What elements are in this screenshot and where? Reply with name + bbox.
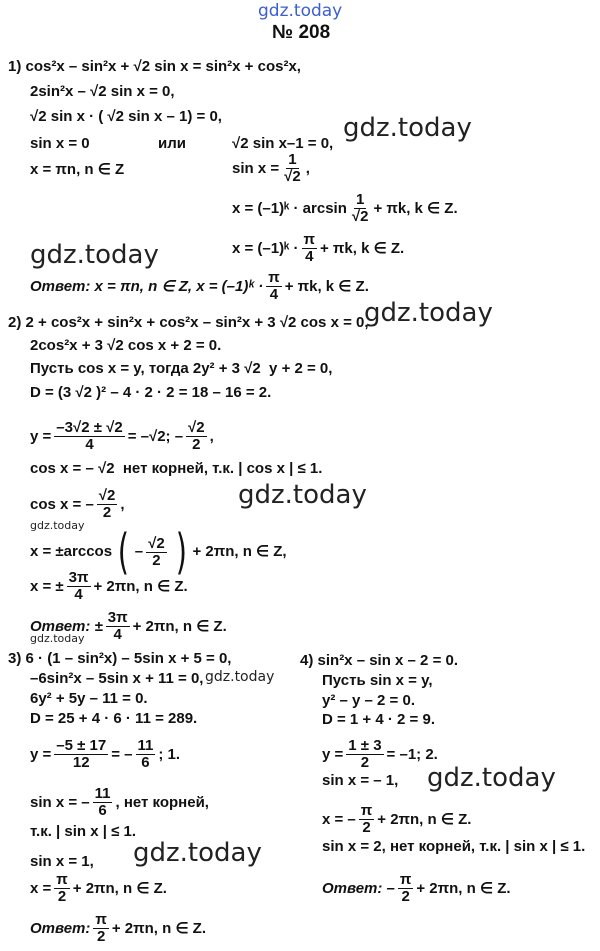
p1-text-7a: x = (–1)ᵏ · [232, 239, 299, 257]
p3-fraction-1: $\frac{-5 \pm 17}{12}$ [56, 737, 107, 771]
p1-number: 1) [8, 58, 22, 75]
p2-text-5a: y = [30, 427, 52, 445]
p3-line-4 [30, 710, 197, 728]
p2-text-9b: + 2πn, n ∈ Z. [93, 577, 188, 595]
p4-text-2: Пусть sin x = y, [322, 672, 433, 689]
p4-fraction-2: $\frac{\pi}{2}$ [360, 802, 373, 836]
p1-text-4c: √2 sin x–1 = 0, [232, 135, 334, 152]
p2-answer-text-b: + 2πn, n ∈ Z. [132, 617, 227, 635]
p2-fraction-2: $\frac{√2}{2}$ [188, 419, 205, 453]
p1-line-4b [158, 135, 186, 153]
watermark: gdz.today [30, 632, 85, 645]
p4-text-4: D = 1 + 4 · 2 = 9. [322, 711, 435, 728]
watermark: gdz.today [427, 763, 556, 793]
p2-fraction-6: $\frac{3\pi}{4}$ [107, 609, 128, 643]
p3-line-2 [30, 670, 203, 688]
p4-line-2 [322, 672, 433, 690]
p3-fraction-2: $\frac{11}{6}$ [137, 737, 154, 771]
p1-text-5b: sin x = [232, 159, 280, 177]
p1-line-5a [30, 161, 124, 179]
p3-text-6a: sin x = – [30, 793, 90, 811]
p4-text-5b: = –1; 2. [386, 745, 438, 763]
p3-line-1 [8, 650, 231, 668]
p2-line-2 [30, 337, 221, 355]
p2-fraction-5: $\frac{3\pi}{4}$ [68, 569, 89, 603]
exercise-title: № 208 [272, 22, 331, 43]
p3-text-9a: x = [30, 879, 52, 897]
p4-line-5 [322, 738, 438, 771]
watermark: gdz.today [30, 519, 85, 532]
p2-text-4: D = (3 √2 )² – 4 · 2 · 2 = 18 – 16 = 2. [30, 384, 272, 401]
p3-number: 3) [8, 650, 22, 667]
p3-text-9b: + 2πn, n ∈ Z. [72, 879, 167, 897]
p2-text-5b: = –√2; – [127, 427, 184, 445]
p2-line-8: x = ±arccos ( – $\frac{√2}{2}$ ) + 2πn, n ∈ Z, [30, 524, 287, 580]
p3-answer [30, 912, 206, 945]
p3-text-6b: , нет корней, [115, 793, 209, 811]
p2-fraction-1: $\frac{-3√2 \pm √2}{4}$ [56, 419, 123, 453]
watermark: gdz.today [364, 298, 493, 328]
p2-text-8b: + 2πn, n ∈ Z, [192, 543, 287, 560]
left-paren: ( [117, 524, 130, 580]
p4-text-7b: + 2πn, n ∈ Z. [377, 810, 472, 828]
p1-line-1 [8, 58, 301, 76]
watermark: gdz.today [205, 669, 275, 685]
watermark: gdz.today [343, 113, 472, 143]
p1-fraction-3: $\frac{\pi}{4}$ [303, 231, 315, 265]
p3-answer-text-b: + 2πn, n ∈ Z. [111, 919, 207, 937]
p4-text-7a: x = – [322, 810, 356, 828]
p3-line-9 [30, 872, 167, 905]
p3-line-6 [30, 786, 209, 819]
right-paren: ) [175, 524, 187, 580]
p2-line-1 [8, 314, 369, 332]
p4-number: 4) [300, 652, 314, 669]
p1-line-3 [30, 108, 222, 126]
p2-line-3 [30, 360, 332, 378]
p2-line-7: cos x = – $\frac{√2}{2}$ , [30, 487, 125, 521]
p2-line-5: y = $\frac{-3√2 \pm √2}{4}$ = –√2; – $\frac{√2}{2}$ , [30, 419, 214, 453]
p4-line-8 [322, 838, 585, 856]
p1-line-2 [30, 83, 175, 101]
p4-line-1 [300, 652, 458, 670]
p4-text-5a: y = [322, 745, 344, 763]
p2-text-6: cos x = – √2 нет корней, т.к. | cos x | ≤ 1. [30, 460, 323, 477]
p1-text-2: 2sin²x – √2 sin x = 0, [30, 83, 175, 100]
p1-text-4b: или [158, 135, 186, 152]
p1-text-7b: + πk, k ∈ Z. [320, 239, 405, 257]
p3-text-1: 6 · (1 – sin²x) – 5sin x + 5 = 0, [25, 650, 232, 667]
p4-fraction-1: $\frac{1 \pm 3}{2}$ [348, 737, 382, 771]
p2-text-2: 2cos²x + 3 √2 cos x + 2 = 0. [30, 337, 222, 354]
p1-line-6 [232, 192, 458, 225]
watermark: gdz.today [30, 240, 159, 270]
watermark: gdz.today [238, 480, 367, 510]
p4-text-6: sin x = – 1, [322, 772, 399, 789]
p3-fraction-5: $\frac{\pi}{2}$ [95, 911, 107, 945]
p4-text-8: sin x = 2, нет корней, т.к. | sin x | ≤ 1. [322, 838, 586, 855]
p1-text-6b: + πk, k ∈ Z. [373, 199, 458, 217]
p1-fraction-2: $\frac{1}{√2}$ [351, 191, 369, 225]
p4-fraction-3: $\frac{\pi}{2}$ [399, 871, 412, 905]
p1-fraction-1: $\frac{1}{√2}$ [284, 151, 301, 185]
p3-text-5b: = – [111, 745, 133, 763]
site-header-link[interactable]: gdz.today [258, 1, 343, 21]
p4-line-7 [322, 803, 471, 836]
p4-answer-text-a: Ответ: – [322, 879, 395, 897]
p4-answer-text-b: + 2πn, n ∈ Z. [416, 879, 511, 897]
p4-text-3: y² – y – 2 = 0. [322, 692, 415, 709]
p4-line-3 [322, 692, 415, 710]
p1-line-4c [232, 135, 333, 153]
p4-answer [322, 872, 511, 905]
p1-text-6a: x = (–1)ᵏ · arcsin [232, 199, 347, 217]
p3-fraction-3: $\frac{11}{6}$ [94, 785, 111, 819]
p2-text-1: 2 + cos²x + sin²x + cos²x – sin²x + 3 √2 cos x = 0, [25, 314, 369, 331]
p2-number: 2) [8, 314, 22, 331]
p1-answer-text-b: + πk, k ∈ Z. [284, 277, 369, 295]
p1-fraction-4: $\frac{\pi}{4}$ [268, 269, 280, 303]
p3-text-7: т.к. | sin x | ≤ 1. [30, 823, 137, 840]
p1-line-7 [232, 232, 404, 265]
p1-text-4a: sin x = 0 [30, 135, 90, 152]
p2-answer-text-a: Ответ: ± [30, 617, 103, 635]
p2-line-6 [30, 460, 322, 478]
p3-text-5a: y = [30, 745, 52, 763]
p2-fraction-4: $\frac{√2}{2}$ [148, 534, 165, 569]
p3-line-5: y = $\frac{-5 \pm 17}{12}$ = – $\frac{11}{6}$ ; 1. [30, 737, 181, 771]
p3-line-3 [30, 690, 148, 708]
p1-answer-text-a: Ответ: x = πn, n ∈ Z, x = (–1)ᵏ · [30, 277, 264, 295]
p3-line-8 [30, 853, 94, 871]
p2-text-8a: x = ±arccos [30, 543, 113, 560]
p3-fraction-4: $\frac{\pi}{2}$ [56, 871, 68, 905]
p2-text-9a: x = ± [30, 577, 64, 595]
p3-text-3: 6y² + 5y – 11 = 0. [30, 690, 148, 707]
p1-text-5a: x = πn, n ∈ Z [30, 161, 125, 178]
p1-text-3: √2 sin x · ( √2 sin x – 1) = 0, [30, 108, 222, 125]
p3-text-2: –6sin²x – 5sin x + 11 = 0, [30, 670, 204, 687]
p1-line-4a [30, 135, 90, 153]
p4-line-4 [322, 711, 435, 729]
p3-text-8: sin x = 1, [30, 853, 94, 870]
p2-text-7a: cos x = – [30, 495, 94, 513]
p3-line-7 [30, 823, 136, 841]
watermark: gdz.today [133, 838, 262, 868]
p2-line-9 [30, 570, 188, 603]
p2-fraction-3: $\frac{√2}{2}$ [98, 487, 116, 521]
p4-line-6 [322, 772, 398, 790]
p2-text-3: Пусть cos x = y, тогда 2y² + 3 √2 y + 2 = 0, [30, 360, 333, 377]
p1-text-1: cos²x – sin²x + √2 sin x = sin²x + cos²x, [25, 58, 301, 75]
p1-line-5b: sin x = $\frac{1}{√2}$ , [232, 151, 310, 185]
p3-text-4: D = 25 + 4 · 6 · 11 = 289. [30, 710, 198, 727]
p1-answer [30, 270, 369, 303]
p2-line-4 [30, 384, 271, 402]
p3-answer-text-a: Ответ: [30, 919, 91, 937]
p4-text-1: sin²x – sin x – 2 = 0. [317, 652, 459, 669]
